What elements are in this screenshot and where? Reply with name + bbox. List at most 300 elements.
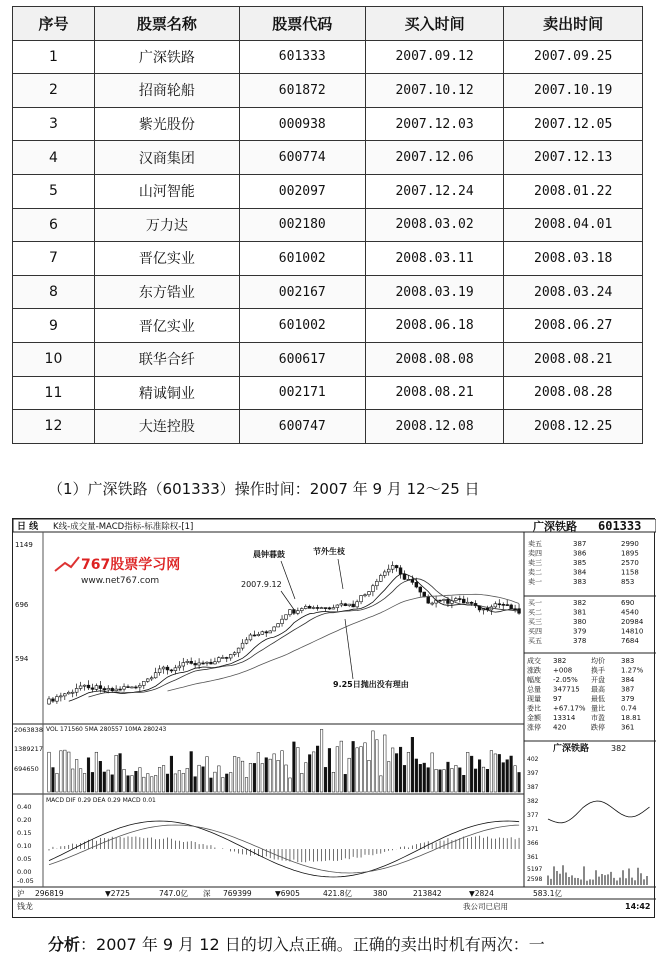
quote-label: 最高 [591, 685, 605, 694]
table-cell-name: 广深铁路 [94, 40, 239, 74]
ma5-line [69, 574, 519, 702]
header-buy: 买入时间 [365, 7, 504, 41]
quote-value: 387 [621, 685, 635, 694]
volume-bar [470, 756, 473, 792]
order-book-price: 378 [573, 637, 587, 645]
table-row [13, 376, 643, 410]
volume-bar [352, 741, 355, 792]
status-clock: 14:42 [625, 902, 651, 911]
footer-ticker-item: 421.8亿 [323, 889, 352, 898]
annotation-arrow [281, 561, 295, 599]
candle-body [356, 602, 359, 607]
quote-label: 幅度 [527, 676, 541, 684]
volume-bar [399, 747, 402, 792]
table-cell-buy-date: 2008.06.18 [365, 309, 504, 343]
candle-body [103, 689, 106, 690]
volume-bar [304, 763, 307, 792]
table-row [13, 40, 643, 74]
table-cell-buy-date: 2008.12.08 [365, 410, 504, 444]
volume-bar [48, 752, 51, 792]
volume-bar [190, 752, 193, 792]
status-message: 我公司已启用 [463, 902, 508, 911]
volume-bar [269, 759, 272, 792]
volume-bar [391, 748, 394, 792]
candle-body [391, 565, 394, 569]
candle-body [194, 663, 197, 665]
order-book-volume: 14810 [621, 627, 644, 636]
volume-bar [182, 773, 185, 792]
candle-body [63, 694, 66, 696]
candle-body [202, 663, 205, 664]
table-cell-buy-date: 2007.12.24 [365, 174, 504, 208]
volume-bar [482, 767, 485, 792]
order-book-label: 买五 [528, 637, 542, 645]
table-cell-name: 万力达 [94, 208, 239, 242]
table-cell-buy-date: 2007.12.03 [365, 107, 504, 141]
candle-body [131, 687, 134, 688]
table-cell-name: 大连控股 [94, 410, 239, 444]
candle-body [368, 592, 371, 595]
candle-body [269, 631, 272, 633]
candle-body [178, 666, 181, 668]
volume-bar [135, 771, 138, 792]
quote-label: 涨跌 [527, 666, 541, 675]
candle-body [304, 606, 307, 608]
figure-caption: （1）广深铁路（601333）操作时间：2007 年 9 月 12～25 日 [48, 480, 480, 498]
order-book-label: 卖一 [528, 578, 542, 586]
volume-bar [431, 753, 434, 792]
table-cell-sell-date: 2008.08.21 [504, 342, 643, 376]
candle-body [296, 611, 299, 614]
volume-bar [71, 769, 74, 792]
table-cell-sell-date: 2007.09.25 [504, 40, 643, 74]
volume-bar [115, 755, 118, 792]
table-cell-seq: 4 [13, 141, 95, 175]
volume-bar [411, 737, 414, 792]
volume-tick-label: 1389217 [14, 745, 43, 753]
volume-bar [474, 769, 477, 792]
volume-bar [395, 754, 398, 792]
table-cell-seq: 6 [13, 208, 95, 242]
volume-bar [459, 768, 462, 792]
table-cell-buy-date: 2008.03.02 [365, 208, 504, 242]
candle-body [431, 603, 434, 604]
volume-bar [253, 763, 256, 792]
candle-body [336, 605, 339, 608]
mini-tick-label: 402 [527, 756, 539, 763]
mini-tick-label: 2598 [527, 876, 543, 883]
order-book-label: 买一 [528, 599, 542, 607]
candle-body [458, 599, 461, 600]
candle-body [498, 604, 501, 605]
table-row [13, 342, 643, 376]
footer-ticker-item: 769399 [223, 889, 252, 898]
table-cell-code: 601333 [239, 40, 365, 74]
analysis-text: ：2007 年 9 月 12 日的切入点正确。正确的卖出时机有两次：一 [80, 935, 545, 954]
volume-bar [372, 731, 375, 792]
candle-body [146, 679, 149, 681]
order-book-volume: 853 [621, 578, 635, 586]
candle-body [257, 634, 260, 635]
volume-bar [328, 748, 331, 792]
table-cell-buy-date: 2007.09.12 [365, 40, 504, 74]
table-cell-name: 紫光股份 [94, 107, 239, 141]
candle-body [174, 668, 177, 671]
volume-bar [52, 768, 55, 792]
table-cell-buy-date: 2008.03.11 [365, 242, 504, 276]
volume-bar [222, 777, 225, 792]
volume-bar [289, 778, 292, 792]
table-row [13, 74, 643, 108]
candle-body [166, 667, 169, 670]
table-cell-code: 002167 [239, 275, 365, 309]
candle-body [79, 686, 82, 688]
candle-body [261, 632, 264, 635]
table-cell-sell-date: 2008.03.18 [504, 242, 643, 276]
footer-ticker-item: 213842 [413, 889, 442, 898]
candle-body [395, 565, 398, 567]
quote-value: -2.05% [553, 676, 578, 684]
footer-ticker-item: 583.1亿 [533, 889, 562, 898]
header-code: 股票代码 [239, 7, 365, 41]
footer-ticker-item: 沪 [17, 889, 25, 898]
volume-bar [364, 743, 367, 792]
order-book-price: 386 [573, 549, 587, 558]
candle-body [221, 657, 224, 658]
status-app-name: 钱龙 [17, 902, 33, 911]
candle-body [91, 688, 94, 689]
quote-value: 13314 [553, 714, 576, 722]
order-book-price: 382 [573, 599, 587, 607]
volume-bar [478, 760, 481, 792]
candle-body [87, 685, 90, 688]
macd-tick-label: 0.10 [17, 842, 32, 850]
candle-body [206, 662, 209, 663]
volume-bar [174, 774, 177, 792]
volume-bar [60, 751, 63, 792]
volume-bar [518, 772, 521, 792]
volume-bar [443, 770, 446, 792]
candle-body [135, 687, 138, 688]
volume-bar [312, 752, 315, 792]
candle-body [154, 673, 157, 678]
chart-stock-code: 601333 [598, 519, 642, 533]
quote-value: 382 [553, 657, 567, 665]
quote-value: 0.74 [621, 704, 637, 713]
table-row [13, 174, 643, 208]
quote-value: 18.81 [621, 714, 642, 722]
table-cell-name: 招商轮船 [94, 74, 239, 108]
header-sell: 卖出时间 [504, 7, 643, 41]
volume-bar [162, 766, 165, 792]
table-cell-name: 晋亿实业 [94, 242, 239, 276]
candle-body [494, 604, 497, 607]
mini-tick-label: 382 [527, 798, 539, 805]
table-row [13, 242, 643, 276]
volume-bar [498, 754, 501, 792]
table-cell-code: 601002 [239, 242, 365, 276]
table-cell-seq: 5 [13, 174, 95, 208]
quote-label: 成交 [527, 657, 541, 665]
table-cell-seq: 10 [13, 342, 95, 376]
table-row [13, 107, 643, 141]
trade-table [12, 6, 643, 444]
candle-body [182, 663, 185, 666]
table-cell-buy-date: 2008.03.19 [365, 275, 504, 309]
candle-body [210, 662, 213, 664]
candle-body [332, 608, 335, 609]
order-book-price: 381 [573, 608, 587, 617]
volume-bar [95, 752, 98, 792]
candle-body [115, 689, 118, 691]
volume-bar [229, 773, 232, 792]
volume-bar [368, 760, 371, 792]
volume-bar [67, 752, 70, 792]
table-cell-name: 东方锆业 [94, 275, 239, 309]
volume-bar [111, 775, 114, 792]
order-book-price: 387 [573, 540, 587, 548]
candle-body [75, 688, 78, 692]
macd-tick-label: 0.05 [17, 855, 32, 863]
volume-bar [249, 763, 252, 792]
candle-body [375, 581, 378, 585]
volume-bar [83, 773, 86, 792]
order-book-label: 卖五 [528, 540, 542, 548]
volume-bar [514, 766, 517, 792]
watermark-url: www.net767.com [81, 576, 160, 586]
quote-label: 金额 [527, 714, 541, 722]
candle-body [328, 608, 331, 609]
table-cell-seq: 1 [13, 40, 95, 74]
volume-bar [158, 767, 161, 792]
candle-body [285, 615, 288, 619]
footer-ticker-item: ▼2824 [469, 889, 494, 898]
candle-body [403, 574, 406, 579]
candle-body [439, 600, 442, 601]
table-cell-seq: 8 [13, 275, 95, 309]
table-cell-sell-date: 2008.03.24 [504, 275, 643, 309]
volume-bar [194, 777, 197, 792]
order-book-volume: 4540 [621, 608, 639, 617]
table-row [13, 275, 643, 309]
table-cell-code: 000938 [239, 107, 365, 141]
candle-body [99, 686, 102, 689]
volume-bar [87, 758, 90, 792]
volume-bar [403, 765, 406, 792]
quote-value: +008 [553, 666, 573, 675]
volume-bar [324, 767, 327, 792]
candle-body [364, 595, 367, 596]
candle-body [127, 687, 130, 688]
quote-value: 347715 [553, 685, 580, 694]
volume-bar [308, 755, 311, 792]
volume-bar [170, 756, 173, 792]
kline-chart [13, 519, 656, 919]
volume-bar [451, 768, 454, 792]
volume-bar [360, 747, 363, 792]
table-cell-buy-date: 2007.12.06 [365, 141, 504, 175]
macd-tick-label: 0.15 [17, 829, 32, 837]
volume-bar [119, 754, 122, 792]
volume-bar [344, 774, 347, 792]
candle-body [360, 596, 363, 602]
volume-bar [99, 761, 102, 792]
volume-bar [131, 776, 134, 792]
order-book-volume: 2570 [621, 559, 639, 567]
volume-bar [245, 778, 248, 792]
chart-period-label: 日 线 [17, 522, 39, 532]
candle-body [107, 688, 110, 690]
candle-body [111, 688, 114, 690]
mini-tick-label: 387 [527, 784, 539, 791]
table-cell-code: 600617 [239, 342, 365, 376]
candle-body [454, 599, 457, 601]
quote-value: 97 [553, 695, 562, 703]
quote-label: 换手 [591, 666, 605, 675]
candle-body [186, 661, 189, 662]
footer-ticker-item: ▼2725 [105, 889, 130, 898]
footer-ticker-item: ▼6905 [275, 889, 300, 898]
order-book-volume: 690 [621, 599, 635, 607]
volume-bar [439, 770, 442, 792]
volume-bar [154, 775, 157, 792]
candle-body [233, 653, 236, 655]
footer-ticker-item: 296819 [35, 889, 64, 898]
volume-bar [455, 765, 458, 792]
candle-body [300, 609, 303, 611]
table-header-row [13, 7, 643, 41]
volume-bar [277, 760, 280, 792]
volume-bar [502, 763, 505, 792]
volume-bar [293, 742, 296, 792]
volume-bar [510, 756, 513, 792]
candle-body [340, 604, 343, 605]
candle-body [249, 635, 252, 640]
chart-title: K线-成交量-MACD指标-标准除权-[1] [53, 522, 194, 532]
order-book-label: 卖四 [528, 549, 542, 558]
volume-bar [139, 768, 142, 792]
candle-body [245, 640, 248, 643]
volume-bar [407, 752, 410, 792]
volume-bar [186, 768, 189, 792]
volume-bar [462, 775, 465, 792]
quote-value: 1.27% [621, 666, 644, 675]
table-cell-code: 002171 [239, 376, 365, 410]
candle-body [158, 669, 161, 673]
quote-value: 420 [553, 723, 567, 732]
candle-body [150, 678, 153, 679]
table-cell-name: 联华合纤 [94, 342, 239, 376]
mini-tick-label: 377 [527, 812, 539, 819]
candle-body [379, 576, 382, 582]
volume-bar [91, 772, 94, 792]
ma30-line [168, 594, 520, 691]
quote-label: 开盘 [591, 676, 605, 684]
volume-bar [198, 765, 201, 792]
macd-tick-label: 0.40 [17, 803, 32, 811]
candle-body [293, 610, 296, 614]
volume-bar [79, 769, 82, 792]
table-row [13, 410, 643, 444]
order-book-label: 买四 [528, 627, 542, 636]
analysis-paragraph [48, 932, 545, 955]
footer-ticker-item: 747.0亿 [159, 889, 188, 898]
table-cell-code: 600747 [239, 410, 365, 444]
volume-bar [348, 758, 351, 792]
volume-bar [143, 777, 146, 792]
volume-bar [210, 778, 213, 792]
candle-body [324, 608, 327, 609]
table-cell-code: 600774 [239, 141, 365, 175]
order-book-price: 379 [573, 627, 587, 636]
candle-body [372, 586, 375, 592]
volume-bar [316, 746, 319, 792]
volume-bar [380, 776, 383, 792]
candle-body [253, 635, 256, 636]
volume-bar [127, 776, 130, 792]
volume-bar [419, 764, 422, 792]
candle-body [415, 582, 418, 587]
candle-body [510, 605, 513, 609]
table-cell-sell-date: 2008.08.28 [504, 376, 643, 410]
volume-bar [435, 769, 438, 792]
candle-body [56, 697, 59, 702]
candle-body [316, 607, 319, 608]
stock-chart-figure [12, 518, 655, 918]
order-book-volume: 1895 [621, 549, 639, 558]
table-cell-name: 精诚铜业 [94, 376, 239, 410]
volume-bar [301, 773, 304, 792]
candle-body [277, 624, 280, 627]
mini-intraday-line [548, 801, 650, 823]
footer-ticker-item: 深 [203, 889, 211, 898]
candle-body [71, 692, 74, 693]
mini-tick-label: 5197 [527, 866, 543, 873]
table-cell-name: 汉商集团 [94, 141, 239, 175]
macd-indicator-label: MACD DIF 0.29 DEA 0.29 MACD 0.01 [46, 797, 156, 804]
volume-bar [123, 769, 126, 792]
candle-body [225, 657, 228, 658]
table-cell-code: 002097 [239, 174, 365, 208]
volume-bar [265, 758, 268, 792]
candle-body [506, 605, 509, 606]
watermark-text: 767股票学习网 [81, 557, 181, 573]
volume-bar [415, 759, 418, 792]
footer-ticker-item: 380 [373, 889, 388, 898]
table-cell-seq: 12 [13, 410, 95, 444]
volume-bar [320, 729, 323, 792]
table-cell-sell-date: 2008.01.22 [504, 174, 643, 208]
candle-body [447, 599, 450, 603]
order-book-volume: 1158 [621, 568, 639, 577]
quote-value: 383 [621, 657, 635, 665]
quote-value: +67.17% [553, 704, 586, 713]
order-book-price: 384 [573, 568, 587, 577]
order-book-label: 卖三 [528, 559, 542, 567]
table-cell-sell-date: 2008.12.25 [504, 410, 643, 444]
volume-bar [237, 758, 240, 792]
candle-body [308, 606, 311, 608]
candle-body [95, 686, 98, 690]
analysis-label: 分析 [48, 935, 81, 954]
volume-bar [490, 751, 493, 792]
candle-body [399, 568, 402, 574]
quote-label: 委比 [527, 704, 541, 713]
table-cell-code: 601002 [239, 309, 365, 343]
candle-body [265, 632, 268, 633]
volume-bar [466, 752, 469, 792]
volume-bar [202, 767, 205, 792]
